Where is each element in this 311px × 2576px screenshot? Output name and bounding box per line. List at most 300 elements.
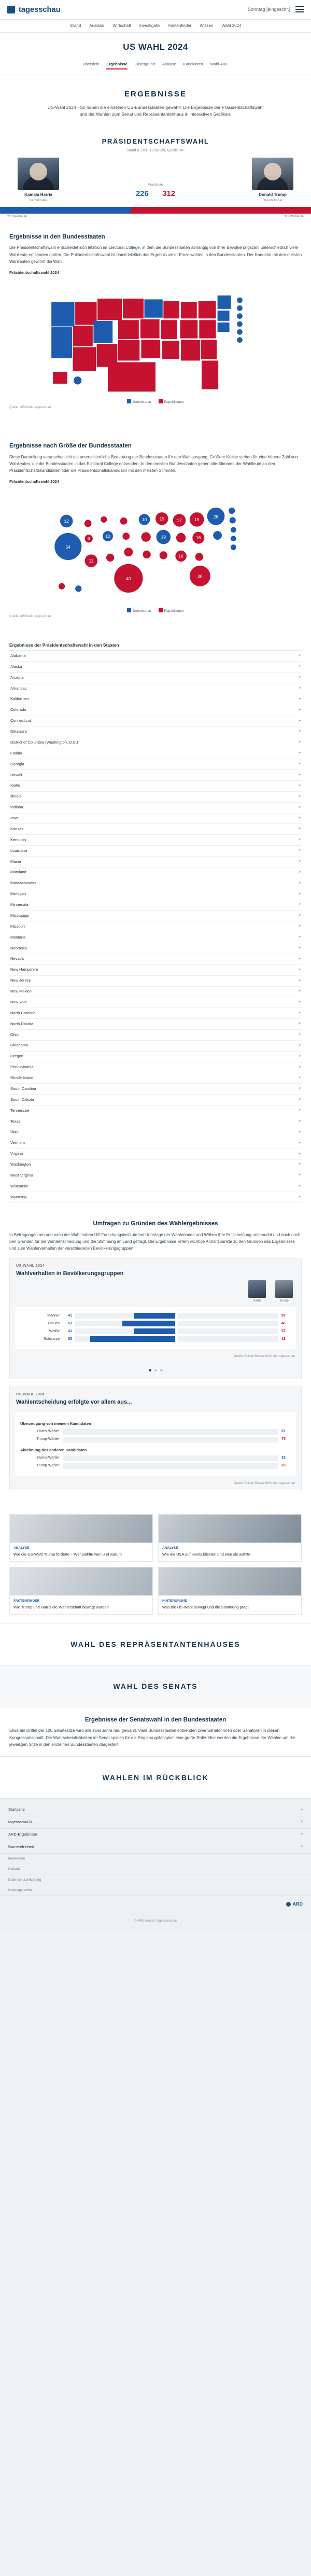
state-name: Kentucky	[10, 837, 26, 842]
footer-link-tagesschau24[interactable]	[0, 1816, 311, 1829]
results-intro	[0, 75, 311, 130]
poll-bar-track	[63, 1463, 278, 1469]
state-name: Michigan	[10, 891, 26, 897]
trump-electoral-votes: 312	[162, 189, 176, 199]
chevron-down-icon: ▾	[299, 1076, 301, 1080]
chevron-down-icon: ▾	[299, 1065, 301, 1069]
map2-legend	[9, 608, 302, 613]
avatar-harris	[18, 158, 59, 190]
main-nav[interactable]	[0, 20, 311, 33]
state-name: Indiana	[10, 805, 23, 810]
teaser-card[interactable]	[9, 1514, 153, 1562]
poll-bar-label: Schwarze	[44, 1337, 60, 1341]
teaser-image	[159, 1567, 301, 1595]
chevron-down-icon: ▾	[299, 925, 301, 929]
poll-bar-row	[20, 1455, 291, 1461]
state-row[interactable]	[9, 857, 302, 867]
state-row[interactable]	[9, 1062, 302, 1073]
us-bubble-svg[interactable]	[9, 487, 302, 606]
poll-bar-label: Harris-Wähler	[37, 1455, 60, 1460]
state-name: Connecticut	[10, 718, 31, 723]
poll-bar-value-rep: 13	[281, 1337, 286, 1341]
teaser-image	[10, 1515, 152, 1543]
state-name: South Carolina	[10, 1086, 36, 1091]
results-title: ERGEBNISSE	[124, 90, 187, 99]
footer-link-label: ARD-Ergebnisse	[8, 1831, 37, 1837]
senate-result-text: Etwa ein Drittel der 100 Senatssitze wird alle zwei Jahre neu gewählt. Viele Bundesstaaten entsenden zwei Senatorinnen oder Senatoren in diesen Kongressabschnitt. Die Wahrscheinlichkeiten im Senat spielen für die Regierungsfähigkeit eine große Rolle. Hier werden die Ergebnisse der Wahlen um die jeweiligen Sitze in den einzelnen Bundesstaaten dargestellt.	[9, 1728, 295, 1747]
svg-text:30: 30	[197, 573, 203, 579]
chevron-down-icon: ▾	[299, 914, 301, 918]
us-bubble-map[interactable]	[9, 487, 302, 606]
state-name: Delaware	[10, 729, 27, 734]
svg-text:28: 28	[213, 514, 219, 520]
state-name: Iowa	[10, 816, 19, 821]
state-name: Virginia	[10, 1151, 23, 1156]
states-list[interactable]	[9, 650, 302, 1203]
review-banner: WAHLEN IM RÜCKBLICK	[0, 1756, 311, 1798]
state-row[interactable]	[9, 662, 302, 673]
map-cartogram-section	[0, 433, 311, 627]
us-map-svg[interactable]	[9, 278, 302, 397]
state-row[interactable]	[9, 1105, 302, 1116]
chevron-down-icon: ▾	[299, 740, 301, 745]
state-name: North Carolina	[10, 1010, 36, 1015]
chevron-down-icon: ▾	[299, 827, 301, 831]
chevron-down-icon: ▾	[299, 1184, 301, 1188]
state-row[interactable]	[9, 1052, 302, 1062]
tab-uebersicht[interactable]: Übersicht	[82, 62, 100, 67]
footer-link-barrierefreiheit[interactable]	[0, 1841, 311, 1854]
state-name: Vermont	[10, 1140, 25, 1145]
footer-link-ard-ergebnisse[interactable]	[0, 1829, 311, 1841]
state-name: Arizona	[10, 675, 24, 680]
poll-bar-value: 32	[281, 1455, 286, 1460]
teaser-kicker: ANALYSE	[162, 1546, 178, 1550]
chevron-down-icon: ▾	[299, 665, 301, 669]
teaser-card[interactable]	[158, 1567, 302, 1615]
teaser-section	[0, 1506, 311, 1623]
chevron-down-icon: ▾	[299, 1130, 301, 1134]
state-name: Maine	[10, 859, 21, 864]
state-row[interactable]	[9, 1030, 302, 1041]
state-row[interactable]	[9, 683, 302, 694]
state-row[interactable]	[9, 954, 302, 965]
nav-item-ausland[interactable]: Ausland	[89, 23, 105, 28]
chevron-down-icon: ▾	[299, 751, 301, 755]
state-row[interactable]	[9, 976, 302, 987]
candidate-name: Donald Trump	[259, 192, 287, 198]
footer-link-nutzungsrechte[interactable]: Nutzungsrechte	[0, 1885, 311, 1896]
senate-result-heading: Ergebnisse der Senatswahl in den Bundesstaaten	[84, 1716, 227, 1723]
page-header	[0, 33, 311, 59]
state-row[interactable]	[9, 1041, 302, 1052]
poll-bar-label: Frauen	[48, 1321, 60, 1325]
teaser-card[interactable]	[9, 1567, 153, 1615]
poll-bar-label: Männer	[47, 1313, 60, 1318]
copyright: © ARD-aktuell / tagesschau.de	[134, 1920, 177, 1923]
map1-subhead: Präsidentschaftswahl 2024	[9, 270, 59, 275]
state-name: Wisconsin	[10, 1183, 29, 1188]
legend-republicans: Republikaner	[159, 399, 184, 404]
state-name: Wyoming	[10, 1194, 27, 1199]
state-row[interactable]	[9, 1170, 302, 1181]
top-bar-right	[248, 6, 304, 13]
poll-bar-value-rep: 57	[281, 1313, 286, 1318]
poll-bar-track-dem	[75, 1313, 175, 1319]
state-row[interactable]	[9, 932, 302, 943]
ev-legend-left: 226 Wahlleute	[7, 215, 27, 219]
state-row[interactable]	[9, 965, 302, 976]
poll-bar-value: 67	[281, 1430, 286, 1434]
state-row[interactable]	[9, 889, 302, 900]
footer-link-label: Barrierefreiheit	[8, 1844, 34, 1849]
teaser-kicker: FAKTENFINDER	[13, 1599, 40, 1603]
state-row[interactable]	[9, 1160, 302, 1171]
poll2-group1-label: Überzeugung von meinem Kandidaten	[20, 1421, 91, 1426]
poll-bar-row	[20, 1321, 291, 1326]
chevron-down-icon: ▾	[299, 794, 301, 799]
state-name: New York	[10, 999, 27, 1004]
nav-item-wirtschaft[interactable]: Wirtschaft	[112, 23, 131, 28]
state-row[interactable]	[9, 867, 302, 878]
map1-legend	[9, 399, 302, 404]
poll-bar-value-dem: 41	[68, 1329, 72, 1333]
tagesschau-logo-icon	[7, 6, 15, 13]
chevron-down-icon: ▾	[299, 676, 301, 680]
state-name: New Jersey	[10, 978, 31, 983]
chevron-down-icon: ▾	[299, 1195, 301, 1199]
nav-item-faktenfinder[interactable]: Faktenfinder	[168, 23, 192, 28]
state-name: North Dakota	[10, 1021, 34, 1026]
state-name: West Virginia	[10, 1172, 33, 1178]
nav-item-wissen[interactable]: Wissen	[200, 23, 214, 28]
state-name: South Dakota	[10, 1097, 34, 1102]
page-tabs[interactable]	[0, 59, 311, 75]
svg-text:12: 12	[64, 519, 69, 524]
state-name: Louisiana	[10, 848, 27, 853]
poll2-group2-label: Ablehnung des anderen Kandidaten	[20, 1447, 87, 1452]
state-row[interactable]	[9, 759, 302, 770]
state-row[interactable]	[9, 792, 302, 803]
poll1-kicker: US-WAHL 2024	[16, 1264, 45, 1268]
chevron-down-icon: ▾	[299, 1087, 301, 1091]
chevron-down-icon: ▾	[299, 1043, 301, 1047]
chevron-down-icon: ▾	[299, 1173, 301, 1178]
map2-text: Diese Darstellung veranschaulicht die unterschiedliche Bedeutung der Bundesstaaten für den Wahlausgang. Größere Kreise stehen für eine höhere Zahl von Wahlleuten, die die Bundesstaaten in das Electoral College entsenden. In den meisten Bundesstaaten gehen alle Stimmen der Wahlleute an den Präsidentschaftskandidaten oder die Präsidentschaftskandidatin mit den meisten Stimmen.	[9, 454, 298, 473]
tab-analyse[interactable]: Analyse	[162, 62, 176, 67]
state-name: Colorado	[10, 707, 26, 712]
poll1-carousel-dots[interactable]	[10, 1363, 301, 1379]
nav-item-wahl[interactable]: Wahl 2024	[221, 23, 242, 28]
state-row[interactable]	[9, 900, 302, 911]
state-row[interactable]	[9, 997, 302, 1008]
top-bar	[0, 0, 311, 20]
state-name: Massachusetts	[10, 880, 37, 886]
chevron-down-icon: ▾	[299, 1152, 301, 1156]
map-states-section	[0, 225, 311, 418]
state-row[interactable]	[9, 781, 302, 792]
teaser-image	[10, 1567, 152, 1595]
poll-bar-value: 23	[281, 1463, 286, 1467]
poll1-candidate-name: Trump	[279, 1299, 289, 1303]
polls-heading: Umfragen zu Gründen des Wahlergebnisses	[93, 1221, 218, 1227]
page-title: US WAHL 2024	[123, 41, 188, 52]
footer	[0, 1798, 311, 1931]
poll-bar-value-dem: 53	[68, 1321, 72, 1325]
chevron-down-icon: ▾	[299, 773, 301, 777]
poll-bar-value-dem: 85	[68, 1337, 72, 1341]
state-row[interactable]	[9, 878, 302, 889]
state-row[interactable]	[9, 1138, 302, 1149]
svg-text:6: 6	[87, 536, 90, 541]
chevron-down-icon: ▾	[299, 968, 301, 972]
teaser-title: Wie Trump und Harris die Wählerschaft bewegt wurden	[13, 1604, 109, 1609]
poll-card-motivation	[9, 1387, 302, 1491]
hamburger-icon[interactable]	[295, 6, 304, 12]
svg-text:40: 40	[126, 576, 131, 582]
chevron-down-icon: ▾	[301, 1832, 303, 1837]
state-name: Kalifornien	[10, 696, 29, 702]
state-name: Minnesota	[10, 902, 29, 907]
poll-bar-row	[20, 1437, 291, 1443]
state-name: Idaho	[10, 783, 20, 788]
state-name: Utah	[10, 1129, 19, 1135]
poll1-candidates	[10, 1280, 301, 1304]
electoral-votes-label: Wahlleute	[148, 183, 163, 187]
poll-bar-track-dem	[75, 1336, 175, 1342]
state-row[interactable]	[9, 1192, 302, 1203]
svg-text:54: 54	[65, 544, 71, 550]
svg-text:11: 11	[89, 558, 94, 564]
tab-kandidaten[interactable]: Kandidaten	[183, 62, 203, 67]
chevron-down-icon: ▾	[299, 783, 301, 788]
polls-section	[0, 1211, 311, 1506]
chevron-down-icon: ▾	[299, 719, 301, 723]
candidate-harris	[7, 158, 69, 203]
chevron-down-icon: ▾	[299, 1022, 301, 1026]
chevron-down-icon: ▾	[299, 935, 301, 940]
poll-bar-label: Harris-Wähler	[37, 1430, 60, 1434]
us-choropleth-map[interactable]	[9, 278, 302, 397]
footer-link-datenschutz[interactable]: Datenschutzerklärung	[0, 1875, 311, 1885]
poll-bar-track-rep	[178, 1336, 278, 1342]
svg-text:16: 16	[196, 535, 201, 541]
state-row[interactable]	[9, 1149, 302, 1160]
state-name: Pennsylvania	[10, 1065, 34, 1070]
state-row[interactable]	[9, 987, 302, 998]
poll-bar-row	[20, 1463, 291, 1469]
map2-heading: Ergebnisse nach Größe der Bundesstaaten	[9, 442, 132, 449]
chevron-down-icon: ▾	[299, 805, 301, 809]
footer-link-kontakt[interactable]: Kontakt	[0, 1864, 311, 1874]
teaser-kicker: HINTERGRUND	[162, 1599, 188, 1603]
poll-bar-label: Trump-Wähler	[36, 1437, 60, 1441]
tab-hintergrund[interactable]: Hintergrund	[134, 62, 155, 67]
state-row[interactable]	[9, 814, 302, 824]
tab-wahl-abc[interactable]: Wahl-ABC	[210, 62, 229, 67]
map1-heading: Ergebnisse in den Bundesstaaten	[9, 233, 105, 240]
svg-text:10: 10	[142, 516, 147, 522]
chevron-down-icon: ▾	[299, 1119, 301, 1123]
avatar-trump	[252, 158, 293, 190]
poll-bar-track	[63, 1429, 278, 1435]
chevron-down-icon: ▾	[299, 1032, 301, 1037]
footer-link-label: Startseite	[8, 1807, 25, 1812]
chevron-down-icon: ▾	[299, 957, 301, 961]
state-row[interactable]	[9, 694, 302, 705]
state-row[interactable]	[9, 1008, 302, 1019]
chevron-down-icon: ▾	[299, 978, 301, 983]
chevron-down-icon: ▾	[301, 1808, 303, 1812]
teaser-title: Wie die USA auf Harris blickten und wen sie wählte	[162, 1551, 251, 1557]
chevron-down-icon: ▾	[299, 762, 301, 766]
state-name: Oklahoma	[10, 1043, 29, 1048]
chevron-down-icon: ▾	[299, 654, 301, 658]
poll2-chart	[15, 1412, 296, 1476]
house-banner: WAHL DES REPRÄSENTANTENHAUSES	[0, 1623, 311, 1665]
poll-bar-label: Weiße	[49, 1329, 60, 1333]
poll-bar-row	[20, 1313, 291, 1319]
poll-bar-track	[63, 1455, 278, 1461]
ard-logo[interactable]	[286, 1901, 303, 1908]
state-name: New Hampshire	[10, 967, 38, 972]
chevron-down-icon: ▾	[299, 870, 301, 874]
poll-bar-value-rep: 57	[281, 1329, 286, 1333]
poll1-source: Quelle: Edison Research/Grafik: tagesschau	[233, 1355, 295, 1359]
state-row[interactable]	[9, 1095, 302, 1105]
brand-name: tagesschau	[19, 5, 61, 14]
candidate-party: Republikaner	[262, 198, 283, 202]
state-name: New Mexico	[10, 989, 32, 994]
state-row[interactable]	[9, 1181, 302, 1192]
state-row[interactable]	[9, 716, 302, 727]
footer-link-label: tagesschau24	[8, 1819, 33, 1825]
state-row[interactable]	[9, 1073, 302, 1084]
legend-republicans: Republikaner	[159, 608, 184, 613]
state-name: Rhode Island	[10, 1075, 34, 1081]
state-row[interactable]	[9, 824, 302, 835]
states-accordion-section	[0, 627, 311, 1211]
state-row[interactable]	[9, 803, 302, 814]
state-name: Alabama	[10, 653, 26, 658]
state-row[interactable]	[9, 846, 302, 857]
state-row[interactable]	[9, 921, 302, 932]
senate-result-section	[0, 1707, 311, 1756]
poll-bar-track-dem	[75, 1328, 175, 1334]
state-name: Nebraska	[10, 945, 27, 950]
chevron-down-icon: ▾	[299, 816, 301, 820]
state-row[interactable]	[9, 1116, 302, 1127]
chevron-down-icon: ▾	[299, 1141, 301, 1145]
state-name: Illinois	[10, 794, 21, 799]
state-row[interactable]	[9, 673, 302, 683]
tab-ergebnisse[interactable]: Ergebnisse	[106, 62, 127, 69]
chevron-down-icon: ▾	[301, 1845, 303, 1849]
state-row[interactable]	[9, 943, 302, 954]
chevron-down-icon: ▾	[299, 892, 301, 896]
footer-link-startseite[interactable]	[0, 1804, 311, 1816]
chevron-down-icon: ▾	[299, 697, 301, 701]
state-name: Nevada	[10, 956, 24, 961]
poll-bar-track-rep	[178, 1328, 278, 1334]
svg-text:19: 19	[194, 516, 200, 522]
ev-legend-right: 312 Wahlleute	[284, 215, 304, 219]
senate-banner: WAHL DES SENATS	[0, 1665, 311, 1707]
chevron-down-icon: ▾	[299, 1000, 301, 1004]
teaser-card[interactable]	[158, 1514, 302, 1562]
electoral-votes	[136, 183, 175, 203]
nav-item-investigativ[interactable]: Investigativ	[139, 23, 160, 28]
svg-text:17: 17	[177, 517, 182, 523]
state-row[interactable]	[9, 770, 302, 781]
state-name: Washington	[10, 1162, 31, 1167]
teaser-title: Was die US-Wahl bewegt und die Stimmung prägt	[162, 1604, 249, 1609]
chevron-down-icon: ▾	[299, 1011, 301, 1015]
ard-label: ARD	[292, 1901, 303, 1907]
state-name: Ohio	[10, 1032, 19, 1037]
state-row[interactable]	[9, 911, 302, 921]
state-row[interactable]	[9, 1084, 302, 1095]
state-name: Maryland	[10, 870, 26, 875]
state-name: Missouri	[10, 923, 25, 929]
state-row[interactable]	[9, 1127, 302, 1138]
avatar-trump-mini	[275, 1280, 293, 1298]
state-name: Alaska	[10, 664, 22, 669]
state-name: Georgia	[10, 761, 24, 766]
poll-bar-track-rep	[178, 1321, 278, 1326]
state-name: Montana	[10, 934, 26, 940]
presidential-title: PRÄSIDENTSCHAFTSWAHL	[102, 137, 209, 146]
states-heading: Ergebnisse der Präsidentschaftswahl in den Staaten	[9, 642, 119, 648]
state-name: Texas	[10, 1118, 21, 1124]
chevron-down-icon: ▾	[299, 1054, 301, 1058]
poll-bar-row	[20, 1429, 291, 1435]
chevron-down-icon: ▾	[299, 1109, 301, 1113]
state-name: Hawaii	[10, 772, 22, 777]
teaser-grid[interactable]	[9, 1514, 302, 1615]
state-row[interactable]	[9, 737, 302, 748]
poll2-kicker: US-WAHL 2024	[16, 1392, 45, 1396]
brand-logo[interactable]	[7, 4, 61, 16]
poll-bar-row	[20, 1336, 291, 1342]
poll-bar-value-rep: 45	[281, 1321, 286, 1325]
state-row[interactable]	[9, 651, 302, 662]
presidential-subtitle: Stand 8. Dez, 12:58 Uhr, Quelle: AP	[126, 148, 185, 152]
chevron-down-icon: ▾	[299, 881, 301, 885]
candidate-trump	[242, 158, 304, 203]
chevron-down-icon: ▾	[299, 708, 301, 712]
chevron-down-icon: ▾	[299, 859, 301, 863]
poll-bar-label: Trump-Wähler	[36, 1463, 60, 1467]
state-row[interactable]	[9, 835, 302, 846]
polls-text: In Befragungen am und nach der Wahl haben US-Forschungsinstitute bei Unterlage der Wählerinnen und Wähler ihre Entscheidung untersucht und auch nach den Gründen für die Wahlentscheidung und die Stimmung im Land gefragt. Die Ergebnisse liefern wichtige Anhaltspunkte zu den Gründen des Ergebnisses und zum Wählerverhalten der verschiedenen Bevölkerungsgruppen.	[9, 1232, 301, 1251]
poll1-candidate-name: Harris	[253, 1299, 261, 1303]
state-row[interactable]	[9, 727, 302, 738]
footer-link-impressum[interactable]: Impressum	[0, 1854, 311, 1864]
status-text: Sonntag [eingeschr.]	[247, 6, 290, 12]
electoral-vote-bar	[0, 207, 311, 214]
state-row[interactable]	[9, 1019, 302, 1030]
state-row[interactable]	[9, 705, 302, 716]
state-name: Arkansas	[10, 685, 27, 691]
state-name: Tennessee	[10, 1108, 30, 1113]
nav-item-inland[interactable]: Inland	[69, 23, 81, 28]
state-row[interactable]	[9, 748, 302, 759]
chevron-down-icon: ▾	[299, 730, 301, 734]
poll-bar-row	[20, 1328, 291, 1334]
poll-bar-track	[63, 1437, 278, 1443]
svg-text:16: 16	[178, 553, 183, 559]
